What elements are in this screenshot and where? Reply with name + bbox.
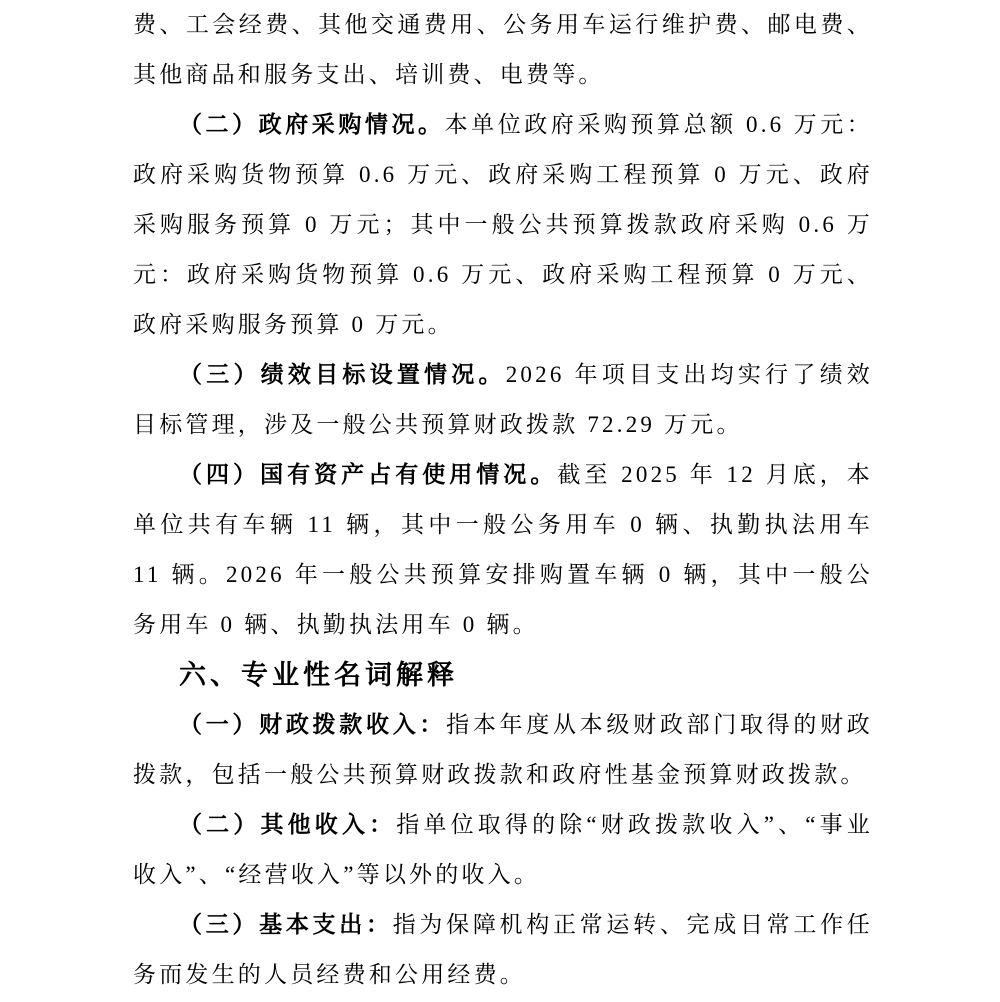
text-run: 截至 2025 年 12 月底，本单位共有车辆 11 辆，其中一般公务用车 0 辆、执勤执法用车 11 辆。2026 年一般公共预算安排购置车辆 0 辆，其中一般公务用车 0 辆、执勤执法用车 0 辆。 [133, 462, 873, 637]
document-body [133, 0, 873, 1000]
text-run-bold: （四）国有资产占有使用情况。 [179, 462, 558, 487]
text-run: 指为保障机构正常运转、完成日常工作任务而发生的人员经费和公用经费。 [133, 912, 873, 987]
text-run-bold: （三）基本支出： [179, 912, 393, 937]
text-run-bold: 六、专业性名词解释 [179, 660, 458, 690]
para-term-basic-expenditure [133, 900, 873, 1000]
para-state-owned-assets [133, 450, 873, 650]
text-run: 指本年度从本级财政部门取得的财政拨款，包括一般公共预算财政拨款和政府性基金预算财政拨款。 [133, 712, 874, 787]
text-run: 2026 年项目支出均实行了绩效目标管理，涉及一般公共预算财政拨款 72.29 万元。 [133, 362, 873, 437]
para-expense-items-continuation [133, 0, 873, 100]
text-run-bold: （一）财政拨款收入： [179, 712, 447, 737]
text-run-bold: （三）绩效目标设置情况。 [179, 362, 506, 387]
para-performance-targets [133, 350, 873, 450]
text-run: 费、工会经费、其他交通费用、公务用车运行维护费、邮电费、其他商品和服务支出、培训费、电费等。 [133, 12, 873, 87]
text-run-bold: （二）其他收入： [179, 812, 397, 837]
para-term-fiscal-appropriation-income [133, 700, 873, 800]
text-run-bold: （二）政府采购情况。 [179, 112, 445, 137]
para-government-procurement [133, 100, 873, 350]
heading-terminology [133, 650, 873, 700]
para-term-other-income [133, 800, 873, 900]
text-run: 本单位政府采购预算总额 0.6 万元：政府采购货物预算 0.6 万元、政府采购工程预算 0 万元、政府采购服务预算 0 万元；其中一般公共预算拨款政府采购 0.6 万元：政府采购货物预算 0.6 万元、政府采购工程预算 0 万元、政府采购服务预算 0 万元。 [133, 112, 873, 337]
text-run: 指单位取得的除“财政拨款收入”、“事业收入”、“经营收入”等以外的收入。 [133, 812, 873, 887]
